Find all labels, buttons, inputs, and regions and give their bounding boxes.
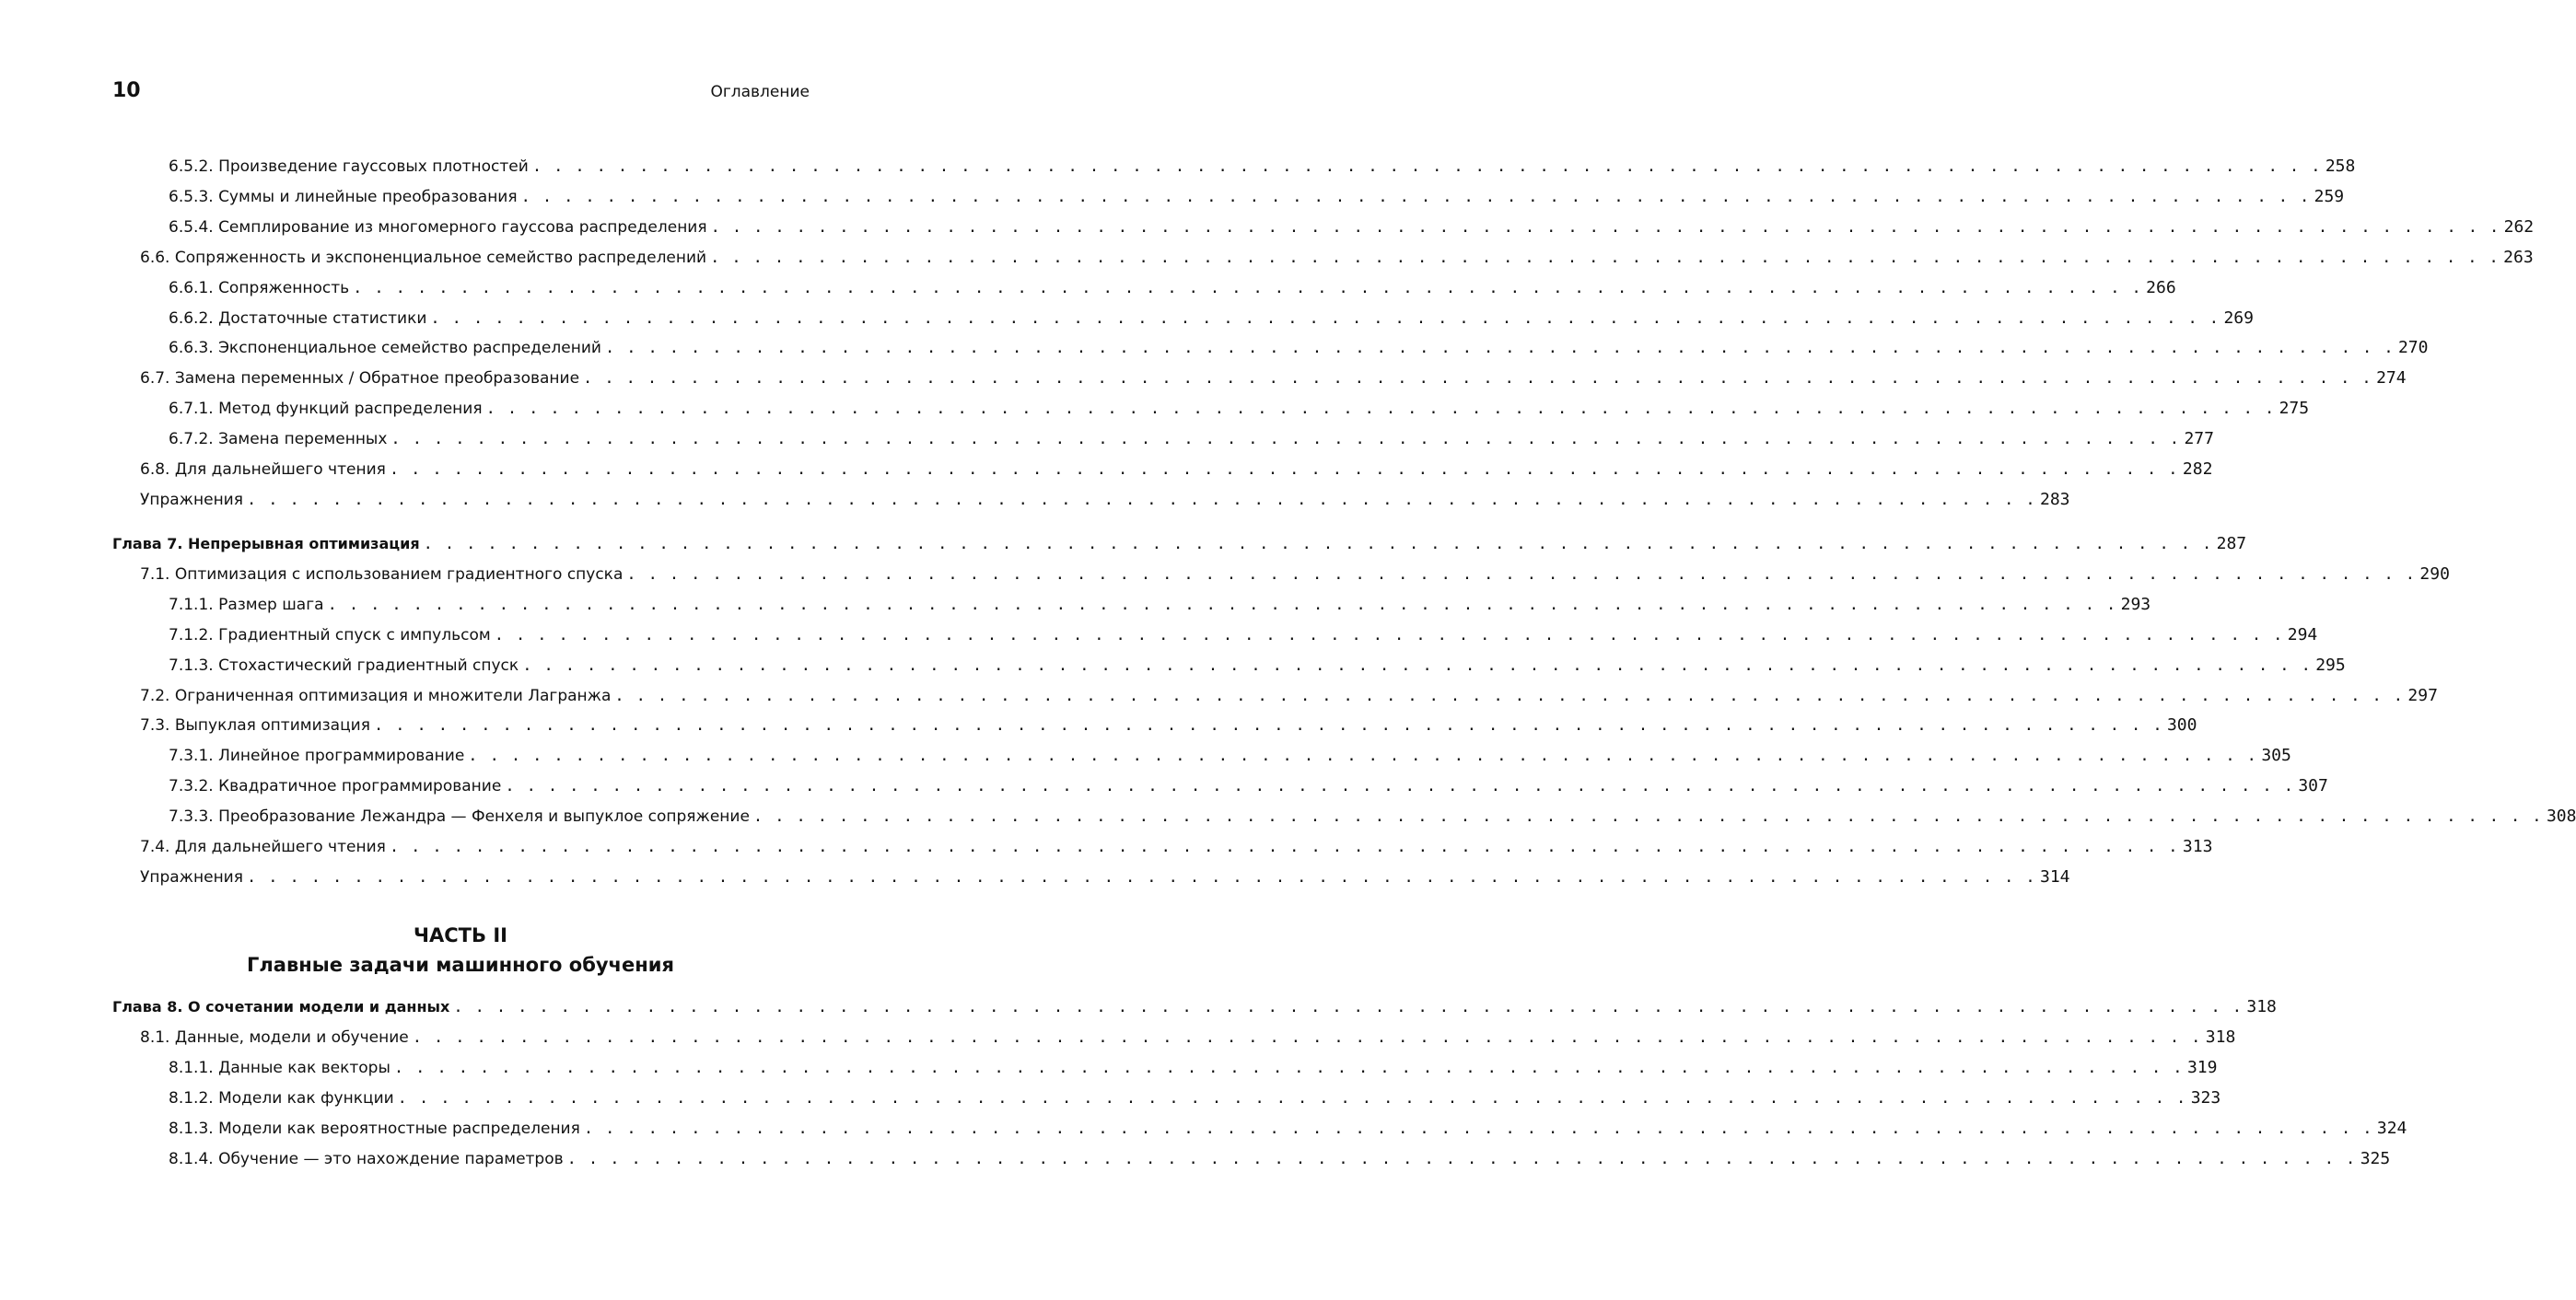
- toc-entry: [169, 1085, 2221, 1108]
- toc-entry-page: 297: [2407, 685, 2438, 705]
- toc-entry-page: 305: [2261, 746, 2291, 766]
- part-title: Главные задачи машинного обучения: [247, 954, 674, 976]
- dot-leader: . . . . . . . . . . . . . . . . . . . . . . . . . . . . . . . . . . . . . . . . . . . . . . . . . . . . . . . . . . . . . . . . . . . . . . . . . . . . . . . . . . . .: [485, 400, 2276, 419]
- dot-leader: . . . . . . . . . . . . . . . . . . . . . . . . . . . . . . . . . . . . . . . . . . . . . . . . . . . . . . . . . . . . . . . . . . . . . . . . . . . . . . . . . . . .: [710, 217, 2500, 237]
- toc-entry-page: 282: [2182, 459, 2213, 479]
- toc-entry-title: 7.2. Ограниченная оптимизация и множители Лагранжа: [140, 686, 612, 705]
- dot-leader: . . . . . . . . . . . . . . . . . . . . . . . . . . . . . . . . . . . . . . . . . . . . . . . . . . . . . . . . . . . . . . . . . . . . . . . . . . . . . . . . . . . .: [393, 1058, 2184, 1077]
- toc-entry: [169, 425, 2214, 449]
- toc-entry: [169, 621, 2318, 645]
- toc-entry-page: 263: [2503, 247, 2534, 267]
- dot-leader: . . . . . . . . . . . . . . . . . . . . . . . . . . . . . . . . . . . . . . . . . . . . . . . . . . . . . . . . . . . . . . . . . . . . . . . . . . . . . . . . . . . .: [505, 777, 2295, 796]
- toc-entry-page: 275: [2279, 399, 2310, 419]
- toc-entry: [169, 1115, 2407, 1139]
- toc-entry-title: 6.6. Сопряженность и экспоненциальное семейство распределений: [140, 248, 707, 267]
- toc-entry: [169, 183, 2345, 207]
- toc-entry-title: 7.3.1. Линейное программирование: [169, 747, 465, 766]
- toc-entry-page: 300: [2166, 715, 2197, 736]
- toc-entry-title: Упражнения: [140, 490, 243, 509]
- toc-entry-page: 266: [2146, 277, 2176, 297]
- part-label: ЧАСТЬ II: [414, 924, 507, 946]
- toc-entry-page: 319: [2186, 1057, 2218, 1077]
- dot-leader: . . . . . . . . . . . . . . . . . . . . . . . . . . . . . . . . . . . . . . . . . . . . . . . . . . . . . . . . . . . . . . . . . . . . . . . . . . . . . . . . . . . .: [390, 430, 2181, 449]
- toc-entry-title: 8.1.1. Данные как векторы: [169, 1058, 390, 1077]
- toc-entry: [169, 395, 2310, 419]
- toc-entry-title: 8.1.3. Модели как вероятностные распределения: [169, 1119, 580, 1138]
- toc-entry: [169, 803, 2576, 827]
- toc-entry-title: 6.5.2. Произведение гауссовых плотностей: [169, 157, 529, 176]
- toc-entry-page: 290: [2419, 563, 2450, 584]
- toc-entry-page: 314: [2040, 866, 2070, 887]
- dot-leader: . . . . . . . . . . . . . . . . . . . . . . . . . . . . . . . . . . . . . . . . . . . . . . . . . . . . . . . . . . . . . . . . . . . . . . . . . . . . . . . . . . . .: [397, 1088, 2187, 1108]
- dot-leader: . . . . . . . . . . . . . . . . . . . . . . . . . . . . . . . . . . . . . . . . . . . . . . . . . . . . . . . . . . . . . . . . . . . . . . . . . . . . . . . . . . . .: [566, 1149, 2357, 1168]
- toc-entry-page: 258: [2325, 157, 2356, 176]
- dot-leader: . . . . . . . . . . . . . . . . . . . . . . . . . . . . . . . . . . . . . . . . . . . . . . . . . . . . . . . . . . . . . . . . . . . . . . . . . . . . . . . . . . . .: [710, 248, 2500, 267]
- toc-entry-title: 6.6.1. Сопряженность: [169, 278, 350, 297]
- toc-entry-title: 7.1.3. Стохастический градиентный спуск: [169, 656, 519, 675]
- dot-leader: . . . . . . . . . . . . . . . . . . . . . . . . . . . . . . . . . . . . . . . . . . . . . . . . . . . . . . . . . . . . . . . . . . . . . . . . . . . . . . . . . . . .: [468, 747, 2258, 766]
- toc-entry-title: 7.1. Оптимизация с использованием градиентного спуска: [140, 564, 624, 584]
- toc-entry: [140, 1024, 2236, 1048]
- toc-entry: [169, 591, 2151, 615]
- toc-entry-page: 294: [2287, 624, 2318, 644]
- page-number: 10: [112, 79, 141, 102]
- dot-leader: . . . . . . . . . . . . . . . . . . . . . . . . . . . . . . . . . . . . . . . . . . . . . . . . . . . . . . . . . . . . . . . . . . . . . . . . . . . . . . . . . . . .: [494, 625, 2284, 644]
- toc-entry-page: 324: [2376, 1118, 2407, 1138]
- toc-entry-page: 274: [2376, 368, 2407, 389]
- toc-entry-title: 6.5.4. Семплирование из многомерного гауссова распределения: [169, 217, 707, 237]
- toc-entry-title: 6.7. Замена переменных / Обратное преобразование: [140, 369, 580, 389]
- toc-entry-title: 6.6.2. Достаточные статистики: [169, 308, 427, 328]
- dot-leader: . . . . . . . . . . . . . . . . . . . . . . . . . . . . . . . . . . . . . . . . . . . . . . . . . . . . . . . . . . . . . . . . . . . . . . . . . . . . . . . . . . . .: [614, 686, 2405, 705]
- toc-entry: [169, 772, 2328, 796]
- toc-entry-page: 283: [2040, 489, 2070, 509]
- toc-entry-page: 269: [2223, 308, 2254, 328]
- dot-leader: . . . . . . . . . . . . . . . . . . . . . . . . . . . . . . . . . . . . . . . . . . . . . . . . . . . . . . . . . . . . . . . . . . . . . . . . . . . . . . . . . . . .: [583, 369, 2373, 389]
- dot-leader: . . . . . . . . . . . . . . . . . . . . . . . . . . . . . . . . . . . . . . . . . . . . . . . . . . . . . . . . . . . . . . . . . . . . . . . . . . . . . . . . . . . .: [752, 807, 2543, 827]
- toc-entry: [140, 864, 2070, 888]
- toc-entry-title: 7.1.2. Градиентный спуск с импульсом: [169, 625, 491, 644]
- dot-leader: . . . . . . . . . . . . . . . . . . . . . . . . . . . . . . . . . . . . . . . . . . . . . . . . . . . . . . . . . . . . . . . . . . . . . . . . . . . . . . . . . . . .: [246, 490, 2036, 509]
- dot-leader: . . . . . . . . . . . . . . . . . . . . . . . . . . . . . . . . . . . . . . . . . . . . . . . . . . . . . . . . . . . . . . . . . . . . . . . . . . . . . . . . . . . .: [373, 716, 2163, 736]
- dot-leader: . . . . . . . . . . . . . . . . . . . . . . . . . . . . . . . . . . . . . . . . . . . . . . . . . . . . . . . . . . . . . . . . . . . . . . . . . . . . . . . . . . . .: [423, 535, 2213, 553]
- toc-entry-page: 287: [2216, 534, 2247, 553]
- dot-leader: . . . . . . . . . . . . . . . . . . . . . . . . . . . . . . . . . . . . . . . . . . . . . . . . . . . . . . . . . . . . . . . . . . . . . . . . . . . . . . . . . . . .: [531, 157, 2322, 176]
- toc-entry-title: 7.3.3. Преобразование Лежандра — Фенхеля и выпуклое сопряжение: [169, 807, 750, 827]
- dot-leader: . . . . . . . . . . . . . . . . . . . . . . . . . . . . . . . . . . . . . . . . . . . . . . . . . . . . . . . . . . . . . . . . . . . . . . . . . . . . . . . . . . . .: [626, 564, 2417, 584]
- toc-entry: [169, 1145, 2391, 1169]
- dot-leader: . . . . . . . . . . . . . . . . . . . . . . . . . . . . . . . . . . . . . . . . . . . . . . . . . . . . . . . . . . . . . . . . . . . . . . . . . . . . . . . . . . . .: [389, 460, 2179, 479]
- dot-leader: . . . . . . . . . . . . . . . . . . . . . . . . . . . . . . . . . . . . . . . . . . . . . . . . . . . . . . . . . . . . . . . . . . . . . . . . . . . . . . . . . . . .: [430, 308, 2220, 328]
- dot-leader: . . . . . . . . . . . . . . . . . . . . . . . . . . . . . . . . . . . . . . . . . . . . . . . . . . . . . . . . . . . . . . . . . . . . . . . . . . . . . . . . . . . .: [327, 595, 2117, 614]
- dot-leader: . . . . . . . . . . . . . . . . . . . . . . . . . . . . . . . . . . . . . . . . . . . . . . . . . . . . . . . . . . . . . . . . . . . . . . . . . . . . . . . . . . . .: [520, 187, 2311, 206]
- toc-entry-title: 8.1. Данные, модели и обучение: [140, 1027, 409, 1047]
- toc-entry-title: 8.1.4. Обучение — это нахождение параметров: [169, 1149, 564, 1168]
- toc-entry-title: 6.6.3. Экспоненциальное семейство распределений: [169, 339, 601, 358]
- dot-leader: . . . . . . . . . . . . . . . . . . . . . . . . . . . . . . . . . . . . . . . . . . . . . . . . . . . . . . . . . . . . . . . . . . . . . . . . . . . . . . . . . . . .: [246, 867, 2036, 887]
- toc-entry-page: 259: [2314, 186, 2345, 206]
- toc-entry-page: 295: [2315, 655, 2346, 675]
- toc-entry-page: 270: [2397, 338, 2429, 358]
- toc-entry-title: 6.7.1. Метод функций распределения: [169, 400, 483, 419]
- toc-entry-page: 262: [2503, 216, 2535, 237]
- toc-entry: [169, 153, 2356, 177]
- toc-entry: [140, 833, 2213, 857]
- toc-entry-page: 325: [2360, 1148, 2391, 1168]
- toc-entry: [140, 712, 2197, 736]
- toc-entry-title: 8.1.2. Модели как функции: [169, 1088, 394, 1108]
- dot-leader: . . . . . . . . . . . . . . . . . . . . . . . . . . . . . . . . . . . . . . . . . . . . . . . . . . . . . . . . . . . . . . . . . . . . . . . . . . . . . . . . . . . .: [583, 1119, 2373, 1138]
- toc-entry: [169, 652, 2346, 676]
- toc-entry-title: 6.8. Для дальнейшего чтения: [140, 460, 386, 479]
- toc-entry: [140, 244, 2534, 268]
- toc-entry: [140, 682, 2438, 706]
- toc-entry: [169, 742, 2291, 766]
- toc-entry-title: 7.3. Выпуклая оптимизация: [140, 716, 370, 736]
- toc-entry-title: 6.7.2. Замена переменных: [169, 430, 388, 449]
- toc-entry: [140, 456, 2213, 480]
- dot-leader: . . . . . . . . . . . . . . . . . . . . . . . . . . . . . . . . . . . . . . . . . . . . . . . . . . . . . . . . . . . . . . . . . . . . . . . . . . . . . . . . . . . .: [353, 278, 2143, 297]
- toc-entry: [140, 486, 2070, 510]
- toc-entry-page: 308: [2546, 807, 2576, 827]
- toc-entry-page: 277: [2184, 429, 2214, 449]
- dot-leader: . . . . . . . . . . . . . . . . . . . . . . . . . . . . . . . . . . . . . . . . . . . . . . . . . . . . . . . . . . . . . . . . . . . . . . . . . . . . . . . . . . . .: [522, 656, 2313, 675]
- dot-leader: . . . . . . . . . . . . . . . . . . . . . . . . . . . . . . . . . . . . . . . . . . . . . . . . . . . . . . . . . . . . . . . . . . . . . . . . . . . . . . . . . . . .: [389, 838, 2179, 856]
- toc-entry-page: 307: [2298, 776, 2328, 796]
- toc-entry-title: 7.4. Для дальнейшего чтения: [140, 838, 386, 856]
- running-header: Оглавление: [710, 83, 810, 101]
- toc-entry: [140, 365, 2407, 389]
- toc-entry: [169, 1054, 2218, 1078]
- toc-entry-page: 318: [2205, 1027, 2236, 1047]
- toc-entry: [169, 334, 2429, 358]
- toc-entry-page: 313: [2182, 837, 2213, 856]
- dot-leader: . . . . . . . . . . . . . . . . . . . . . . . . . . . . . . . . . . . . . . . . . . . . . . . . . . . . . . . . . . . . . . . . . . . . . . . . . . . . . . . . . . . .: [412, 1027, 2202, 1047]
- dot-leader: . . . . . . . . . . . . . . . . . . . . . . . . . . . . . . . . . . . . . . . . . . . . . . . . . . . . . . . . . . . . . . . . . . . . . . . . . . . . . . . . . . . .: [604, 339, 2395, 358]
- toc-entry: [140, 561, 2450, 585]
- toc-entry-title: Упражнения: [140, 867, 243, 887]
- toc-entry: [112, 993, 2277, 1017]
- toc-entry-page: 293: [2120, 594, 2151, 614]
- toc-entry-title: Глава 7. Непрерывная оптимизация: [112, 535, 420, 552]
- toc-entry: [112, 530, 2247, 554]
- toc-entry-title: Глава 8. О сочетании модели и данных: [112, 998, 450, 1016]
- dot-leader: . . . . . . . . . . . . . . . . . . . . . . . . . . . . . . . . . . . . . . . . . . . . . . . . . . . . . . . . . . . . . . . . . . . . . . . . . . . . . . . . . . . .: [453, 998, 2244, 1016]
- toc-entry-title: 6.5.3. Суммы и линейные преобразования: [169, 187, 518, 206]
- toc-entry-title: 7.3.2. Квадратичное программирование: [169, 777, 502, 796]
- toc-entry: [169, 274, 2176, 298]
- toc-entry: [169, 214, 2535, 238]
- toc-entry: [169, 305, 2254, 329]
- toc-entry-page: 318: [2246, 997, 2277, 1016]
- toc-entry-title: 7.1.1. Размер шага: [169, 595, 324, 614]
- toc-entry-page: 323: [2190, 1087, 2221, 1108]
